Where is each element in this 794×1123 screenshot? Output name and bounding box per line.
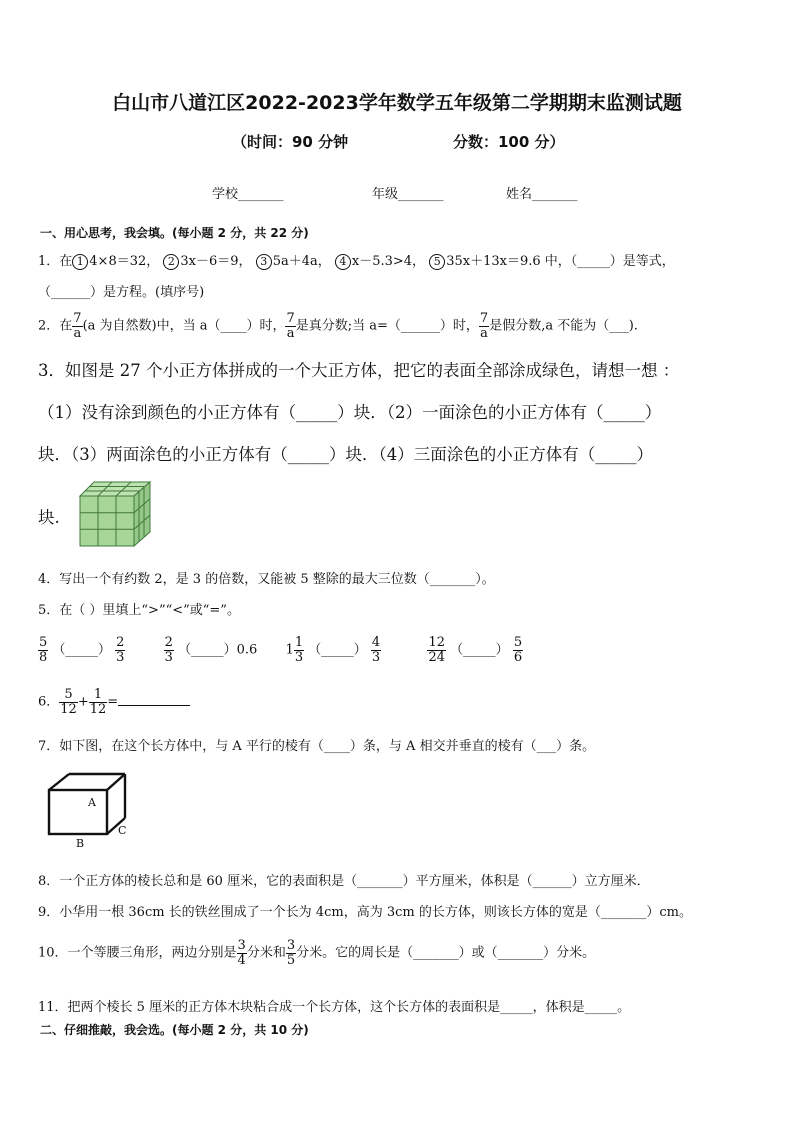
- exam-time: （时间：90 分钟: [232, 133, 349, 151]
- question-2: 2．在 $\frac{7}{a}$ (a 为自然数)中，当 a（____）时， $\frac{7}{a}$ 是真分数;当 a=（______）时， $\frac{7}{a}$ 是假分数,a 不能为（___).: [38, 311, 638, 341]
- question-6: 6． $\frac{5}{12}$ + $\frac{1}{12}$ =: [38, 688, 190, 716]
- fraction-4-3: $\frac{4}{3}$: [371, 635, 381, 665]
- name-field: 姓名_______: [506, 187, 578, 202]
- fraction-3-4: $\frac{3}{4}$: [237, 938, 246, 968]
- fraction-2-3: $\frac{2}{3}$: [164, 635, 173, 665]
- cube-3x3x3-figure: [78, 478, 154, 548]
- grade-field: 年级_______: [372, 187, 444, 202]
- question-10: 10．一个等腰三角形，两边分别是 $\frac{3}{4}$ 分米和 $\frac{3}{5}$ 分米。它的周长是（_______）或（_______）分米。: [38, 938, 596, 968]
- label-a: A: [88, 796, 96, 809]
- circled-number-3: 3: [256, 254, 272, 270]
- circled-number-5: 5: [429, 254, 445, 270]
- fraction-5-6: $\frac{5}{6}$: [513, 635, 523, 665]
- question-1-line-2: （______）是方程。(填序号): [38, 285, 205, 300]
- fraction-7-over-a: $\frac{7}{a}$: [479, 311, 489, 341]
- fraction-7-over-a: $\frac{7}{a}$: [286, 311, 295, 341]
- circled-number-4: 4: [335, 254, 351, 270]
- fraction-2-3: $\frac{2}{3}$: [116, 635, 125, 665]
- question-5-comparisons: $\frac{5}{8}$ （_____） $\frac{2}{3}$ $\frac{2}{3}$ （_____）0.6 1 $\frac{1}{3}$ （_____） $\frac{4}{3}$ $\frac{12}{24}$ （_____） $\frac{5}{6}$: [39, 635, 523, 665]
- fraction-5-12: $\frac{5}{12}$: [60, 687, 77, 717]
- fraction-5-8: $\frac{5}{8}$: [39, 635, 48, 665]
- question-5: 5．在（ ）里填上“>”“<”或“=”。: [38, 603, 240, 618]
- exam-score: 分数：100 分）: [453, 133, 565, 151]
- section-heading-fill: 一、用心思考，我会填。(每小题 2 分，共 22 分): [40, 226, 309, 240]
- fraction-7-over-a: $\frac{7}{a}$: [73, 311, 82, 341]
- question-3-line-2: （1）没有涂到颜色的小正方体有（_____）块．（2）一面涂色的小正方体有（_____）: [38, 403, 662, 422]
- school-field: 学校_______: [212, 187, 284, 202]
- question-8: 8．一个正方体的棱长总和是 60 厘米，它的表面积是（_______）平方厘米，体积是（______）立方厘米．: [38, 874, 650, 889]
- cuboid-figure: [44, 772, 134, 854]
- fraction-3-5: $\frac{3}{5}$: [286, 938, 296, 968]
- label-b: B: [76, 837, 85, 850]
- question-3-line-3: 块．（3）两面涂色的小正方体有（_____）块．（4）三面涂色的小正方体有（_____）: [38, 445, 653, 464]
- circled-number-1: 1: [72, 254, 88, 270]
- page-title: 白山市八道江区2022-2023学年数学五年级第二学期期末监测试题: [112, 92, 682, 114]
- question-1-line-1: 1．在 1 4×8＝32， 2 3x－6＝9， 3 5a＋4a， 4 x－5.3>4， 5 35x＋13x＝9.6 中，（_____）是等式，: [38, 254, 675, 269]
- circled-number-2: 2: [163, 254, 179, 270]
- question-3-line-4: 块.: [38, 508, 60, 527]
- fraction-1-3: $\frac{1}{3}$: [294, 635, 304, 665]
- question-9: 9．小华用一根 36cm 长的铁丝围成了一个长为 4cm，高为 3cm 的长方体，则该长方体的宽是（_______）cm。: [38, 905, 692, 920]
- question-11: 11．把两个棱长 5 厘米的正方体木块粘合成一个长方体，这个长方体的表面积是_____，体积是_____。: [38, 1000, 631, 1015]
- fraction-1-12: $\frac{1}{12}$: [89, 687, 107, 717]
- question-7: 7．如下图，在这个长方体中，与 A 平行的棱有（____）条，与 A 相交并垂直的棱有（___）条。: [38, 739, 596, 754]
- question-4: 4．写出一个有约数 2，是 3 的倍数，又能被 5 整除的最大三位数（_______）。: [38, 572, 495, 587]
- question-3-line-1: 3．如图是 27 个小正方体拼成的一个大正方体，把它的表面全部涂成绿色，请想一想 ：: [38, 361, 680, 380]
- section-heading-choice: 二、仔细推敲，我会选。(每小题 2 分，共 10 分): [40, 1023, 309, 1037]
- label-c: C: [118, 824, 127, 837]
- fraction-12-24: $\frac{12}{24}$: [428, 635, 446, 665]
